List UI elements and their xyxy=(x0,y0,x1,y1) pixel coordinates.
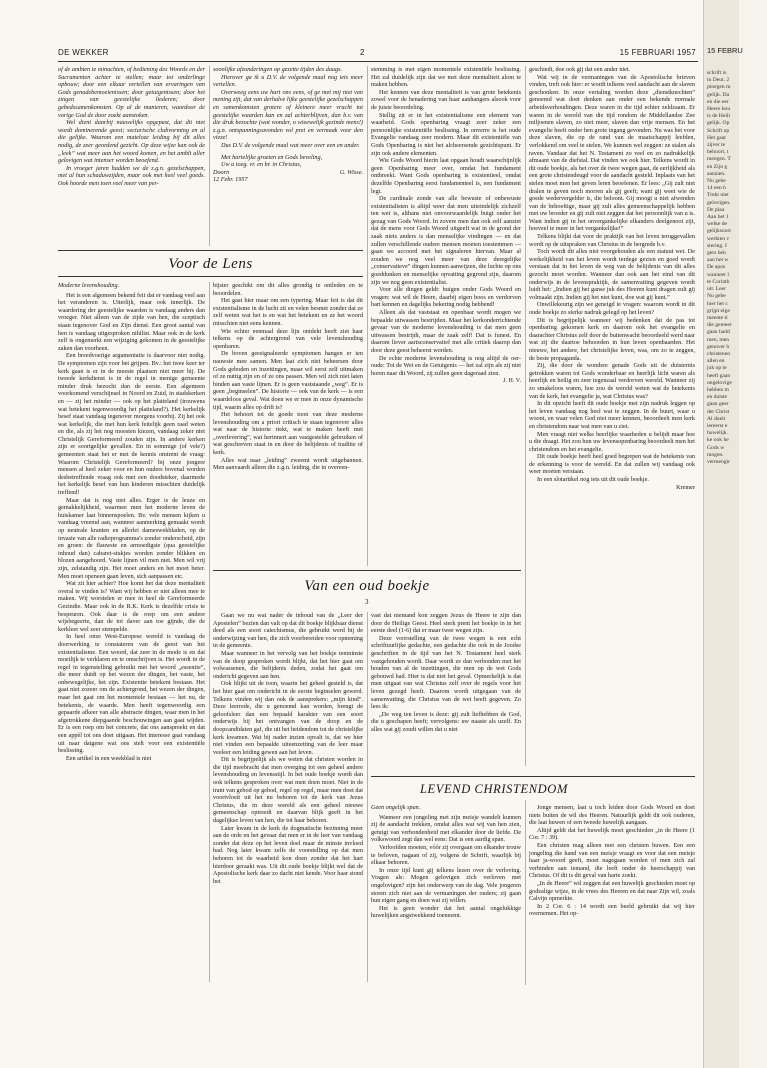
adjacent-page-line: en duiste xyxy=(707,394,728,401)
adjacent-page-line: hebben m xyxy=(707,386,729,393)
adjacent-page-line: zijver te xyxy=(707,142,726,149)
christendom-column-1 xyxy=(371,804,521,984)
article-paragraph: Voor alle dingen geldt: buigen onder Gods Woord en vragen: wat wil de Heere, daarbij eigen boos en verdorven hart kennen en dagelijks bekering nodig hebbend! xyxy=(371,286,521,309)
signature-date: 12 Febr. 1957 xyxy=(213,176,248,184)
adjacent-page-line: in Deut. 2 xyxy=(707,77,730,84)
page-number: 2 xyxy=(360,48,365,57)
christendom-column-2 xyxy=(529,804,695,984)
adjacent-page-line: ke ook he xyxy=(707,437,729,444)
article-paragraph: Wat zit hier achter? Hoe komt het dat deze mentaliteit overal te vinden is? Want wij hebben er niet alleen mee te maken. Wij worstelen er mee in heel de Gereformeerde Gezindte. Maar ook in de R.K. Kerk is dezelfde crisis te bespeuren. Ook daar is de roep om een andere wijsbegeerte, dan de tot daver aan toe gijnde, die de kerkleer wel zeer stempelde. xyxy=(58,580,205,633)
letter-paragraph: Hierover ga ik u D.V. de volgende maal nog iets meer vertellen. xyxy=(213,73,363,89)
article-paragraph: Een breedvoerige argumentatie is daarvoor niet nodig. De symptomen zijn voor het grijpen. Bv.: het twee keer ter kerk gaan is er in de meeste plaatsen niet meer bij. De tweede kerkdienst is in de regel in menige gemeente minder druk bezocht dan de eerste. Een algemeen voorkomend verschijnsel in Noord en Zuid, in stadskerken en — zij het minder — ook op het platteland (trouwens wat betekent tegenwoordig het platteland?). Het kerkelijk besef staat vandaag tegenover morgens voorbij. Zij het ook wat kerkelijk, die met hun kerk feitelijk geen raad weten en die, als zij het nog moesten kiezen, vandaag zeker niet Christelijk Gereformeerd zouden zijn. In andere kerken zijn er soortgelijke gevallen. En in sommige (of vele?) gemeenten staat het er met de kennis omtrent de vraag: Waarom Christelijk Gereformeerd? bij onze jongere mensen al heel zeker voor en hun ouders bovenal worden desbetreffende vraag ook met een doodsteker, daarmede het kerkelijk besef van hun kinderen misschien duidelijk treffend! xyxy=(58,352,205,497)
adjacent-page-line: en Zijn g xyxy=(707,163,728,170)
article-paragraph: geschiedt, doe ook gij dat een ander niet. xyxy=(529,66,631,73)
adjacent-page-line: ongelovige xyxy=(707,379,732,386)
column-rule xyxy=(367,612,368,982)
article-paragraph: stemming is met eigen momentele existentiële beslissing. Het zal duidelijk zijn dat we met deze mentaliteit alom te maken hebben. xyxy=(371,66,521,89)
adjacent-page-date: 15 FEBRU xyxy=(707,46,743,55)
adjacent-page-fragment xyxy=(703,0,743,1068)
article-paragraph: De boven geesignaleerde symptomen hangen er ten nauwste mee samen. Men laat zich niet beheersen door Gods geboden en inzettingen, maar wil eerst zelf uitmaken of ze nuttig zijn en of ze ons passen. Men wil zich niet laten binden aan vaste lijnen. Er is geen vaststaande „weg”. Er is geen „beginselen”. De historie — ook van de kerk — is een waardeloos geval. Wat doen we er mee in onze dynamische tijd, waarin alles op drift is? xyxy=(213,350,363,411)
paper-name: DE WEKKER xyxy=(58,48,109,57)
adjacent-page-line: heeft gaan xyxy=(707,372,731,379)
adjacent-page-line: De apos xyxy=(707,264,726,271)
adjacent-page-line: De plaa xyxy=(707,206,725,213)
adjacent-page-line: welke de xyxy=(707,221,728,228)
article-signature: Kremer xyxy=(676,483,695,491)
boekje-column-3 xyxy=(529,66,695,766)
adjacent-page-line: is de Heili xyxy=(707,113,730,120)
article-paragraph: Verloofden moeten, vóór zij overgaan om elkander trouw te beloven, nagaan of zij, volgens de Schrift, waarlijk bij elkaar behoren. xyxy=(371,843,521,867)
article-paragraph: Dit oude boekje heeft heel goed begrepen wat de betekenis van de erkenning is voor de wereld. En dat zullen wij vandaag ook weer moeten verstaan. xyxy=(529,453,695,476)
article-paragraph: „De weg ten leven is deze: gij zult liefhebben de God, die u geschapen heeft; vervolgens: uw naaste als uzelf. En alles wat gij zoudt willen dat u niet xyxy=(371,710,521,733)
adjacent-page-line: Gods w xyxy=(707,444,725,451)
adjacent-page-line: Nu gebe xyxy=(707,293,726,300)
article-paragraph: Zij, die door de wondere genade Gods uit de duisternis getrokken waren tot Gods wonderbaar en heerlijk licht waren als heerlijk en heilig en zeer tegenzaal verdorven wereld. Wanneer zij zo smakeloos waren, hoe zou de wereld weten wat de betekenis van de kerk, het evangelie ja, wat Christus was? xyxy=(529,362,695,400)
article-paragraph: bijster geschikt om dit alles grondig te ontleden en te beoordelen. xyxy=(213,282,363,297)
section-number: 3 xyxy=(365,598,369,606)
signature-place: Doorn xyxy=(213,168,230,176)
article-paragraph: Telkens blijkt dat voor de praktijk van het leven teruggevallen wordt op de uitspraken van Christus in de bergrede b.v. xyxy=(529,233,695,248)
article-paragraph: vast dat niemand kon zeggen Jezus de Heere te zijn dan door de Heilige Geest. Heel sterk prent het boekje in in het eerste deel (1-6) dat er maar twee wegen zijn. xyxy=(371,612,521,635)
adjacent-page-line: werkten v xyxy=(707,235,730,242)
article-paragraph: Later kwam in de kerk de dogmatische bezinning meer aan de orde en het gevaar dat men er in de leer van vandaag zonder dat deze op het leven doel maar de minste invloed had. Nog later kwam zelfs de voorstelling op dat men behoren tot de waarheid kon doen zonder dat het hart hierdoor geraakt was. Uit dit oude boekje blijkt wel dat de Apostolische kerk daar zo dacht niet kende. Voor haar stond het xyxy=(213,824,363,885)
article-paragraph: Dit is begrijpelijk wanneer wij bedenken dat de pas tot openbaring gekomen kerk en daarom ook het evangelie en daarachter Christus zelf door de buitenwacht beoordeeld werd naar wat zij die daartoe behoorden in hun leven openbaarden. Het nieuwe, het andere, het christelijke leven, was, om zo te zeggen, de beste propaganda. xyxy=(529,316,695,362)
article-paragraph: Wie echter eenmaal deze lijn ontdekt heeft ziet haar telkens op de achtergrond van vele levenshouding openbaren. xyxy=(213,327,363,350)
adjacent-page-line: gelijk. Da xyxy=(707,91,730,98)
section-rule-top xyxy=(58,250,363,251)
section-rule-top xyxy=(213,570,521,571)
article-paragraph: Gaan we nu wat nader de inhoud van de „Leer der Apostelen” bezien dan valt op dat dit boekje blijkbaar dienst deed als een soort catechismus, die gebruikt werd bij de onderwijzing van hen, die zich voorbereiden voor opneming in de gemeente. xyxy=(213,612,363,650)
letter-paragraph: Uw u toeg. vr. en br. in Christus, xyxy=(221,161,302,169)
adjacent-page-line: gaan geer xyxy=(707,401,729,408)
adjacent-page-line: mengen. T xyxy=(707,156,731,163)
article-paragraph: „In de Heere” wil zeggen dat een huwelijk geschieden moet op godzalige wijze, in de vrees des Heeren en dat naar Zijn wil, zoals Calvijn opmerkte. xyxy=(529,879,695,903)
adjacent-page-line: Heere hou xyxy=(707,106,731,113)
adjacent-page-line: die gemeer xyxy=(707,322,732,329)
article-paragraph: Toch wordt dit alles niet voorgehouden als een statuut wet. De werkelijkheid van het leven wordt terdege gezien en goed wordt verstaan dat in het leven de weg van de belijdenis van dit alles gezocht moet worden. Wanneer dan ook aan het eind van dit onderwijs in de levenspraktijk, de samenvatting gegeven wordt luidt het: „Indien gij het ganse juk des Heeren kunt dragen zult gij volmaakt zijn. Indien gij het niet kunt, doe wat gij kunt.” xyxy=(529,248,695,301)
article-paragraph: Maar wanneer in het vervolg van het boekje temninste van de doop gesproken wordt blijkt, dat het hier gaat om volwassenen, die belijdenis deden, zodat het gaat om ondericht gegeven aan hen. xyxy=(213,649,363,680)
article-paragraph: Alleen als dat vaststaat en openbaar wordt mogen we bepaalde uitwassen bestrijden. Maar het kerkonderrichtende gevaar van de moderne levenshouding is dat men geen uitwassen bestrijdt, maar de zaak zelf! Dat is funest. En daarom liever aartsconservatief met alle critiek daarop dan door deze geest beheerst worden. xyxy=(371,309,521,354)
article-paragraph: In 2 Cor. 6 : 14 wordt een beeld gebruikt dat wij hier overnemen. Het op- xyxy=(529,902,695,918)
article-paragraph: Het is een algemeen bekend feit dat er vandaag veel aan het veranderen is. Uiterlijk, maar ook innerlijk. De waardering der geestelijke waarden is vandaag anders dan vroeger. Niet alleen van de zijde van hen, die sceptisch staan tegenover God en Zijn dienst. Een groot aantal van hen is vandaag uitgesproken nihilist. Maar ook in de kerk zelf is ongemerkt een wijziging gekomen in de geestelijke zaken dan voorheen. xyxy=(58,291,205,352)
letter-paragraph: Overweeg eens uw hart ons eens, of ge met mij niet van mening zijt, dat van derhalve lijke geestelijke gezelschappen en samenkomsten grotere of kleinere meer vrucht tot geestelijke waarden kan en zal achterblijven, dan b.v. van die druk bezochte (wat wonder, o wieewelijk gezinde mens!) z.g.n. ontspanningsavonden vol pret en vermaak voor den vieze! xyxy=(213,88,363,142)
column-rule xyxy=(525,66,526,766)
adjacent-page-line: men, men xyxy=(707,336,730,343)
article-paragraph: De cardinale zonde van alle bewuste of onbewuste existentialisten is altijd weer dat men uiteindelijk zichzelf ten wet is, althans niet onvoorwaardelijk buigt onder het gezag van Gods Woord. In zovere men dan ook zelf aanziet dat de mens voor Gods Woord uitgeeft wat in de grond der zaak niets anders is dan menselijke vindingen — en dat zullen verschillende oudere mensen moeten toestemmen — gaan we accoord met het signaleren hiervan. Maar al zouden we nog veel meer van deze deregelijke „conservatieve” dingen kunnen aanwijzen, die luchte op ons goeddunken en menselijke opvatting gegrond zijn, daarom zijn we nog geen existentialist. xyxy=(371,195,521,286)
article-paragraph: Het kennen van deze mentaliteit is van grote betekenis zowel voor de benadering van haar aanhangers alsook voor de juiste beoordeling. xyxy=(371,88,521,111)
boekje-column-1 xyxy=(213,612,363,982)
article-paragraph: Deze voorstelling van de twee wegen is een echt schriftuurlijke gedachte, een gedachte die ook in de Joodse geschriften in de tijd van het N. Testament heel sterk vastgehouden wordt. Daar wordt ze dan verbonden met het houden van al de inzettingen, die men op de wet Gods gebouwd had. Hier is dat niet het geval. Opmerkelijk is dat men uitgaat van wat Christus zelf over de regels voor het leven gezegd heeft. Daarom wordt uitgegaan van de samenvatting, die Christus van de wet heeft gegeven. Zo lees ik: xyxy=(371,634,521,711)
article-paragraph: Een christen mag alleen met een christen huwen. Een een jongeling die hand van een meisje vraagt en voor dat een meisje haar ja-woord geeft, moet nagegaan worden of men zich zal verbinden aan iemand, die leeft onder de heerschappij van Christus. Of dit is dit geval van harte zoekt. xyxy=(529,841,695,880)
column-rule xyxy=(525,800,526,985)
adjacent-page-line: Nu gebe xyxy=(707,178,726,185)
adjacent-page-line: mogen. xyxy=(707,451,724,458)
article-paragraph: Maar dat is nog niet alles. Erger is de leuze en gemakkelijkheid, waarmee men het moderne leven de huiskamer laat binnenspoelen. Bv. vele mensen kijken u vandaag vreemd aan, wanneer aanmerking gemaakt wordt op neutrale kranten en allerlei dameswekbladen, op de invasie van alle radioprogramma's zonder onderscheid, zijn en groen: de flauwste en armoedigste (qua geestelijke inhoud dan) cabaret-stukjes worden zonder blikken en blozen aangehoord. Vaste lijnen vil men niet. Men wil vrij zijn, zelstandig zijn. Het moet anders en het moet beter. Men moet openeen gaan leven, sich aanpassen etc. xyxy=(58,496,205,580)
letter-paragraph: Wel dient daarbij nauwelijks opgepast, dat dit niet wordt dominerende geest; sectarische clubvorming en al die gelijke. Waarom een mateloze leiding bij dit alles nodig, de zeer geordend gezicht. Op deze wijze kan ook de „leek” wat meer aan het woord komen, en het amblt aller gelovigen wat intenser worden beoefend. xyxy=(58,119,205,165)
section-rule-bottom xyxy=(58,276,363,277)
adjacent-page-line: gelovigen. xyxy=(707,199,731,206)
article-paragraph: Jonge mensen, laat u toch leiden door Gods Woord en doet niets buiten de wil des Heeren. Natuurlijk geldt dit ook ouderen, die laat huwen of een tweede huwelijk aangaan. xyxy=(529,804,695,827)
letter-paragraph: Met hartelijke groeten en Gods beveling, xyxy=(221,153,323,161)
letter-column-1 xyxy=(58,66,205,256)
adjacent-page-line: allen en xyxy=(707,358,725,365)
article-paragraph: Wanneer een jongeling met zijn meisje wandelt kunnen zij de aandacht trekken, omdat alles wat wij van hen zien, getuigt van verbondenheid met elkander door de liefde. De volkswoord zegt dan wel eens: Dat is een aardig span. xyxy=(371,813,521,844)
section-title-christendom: LEVEND CHRISTENDOM xyxy=(420,782,568,796)
article-signature: J. H. V. xyxy=(502,377,521,385)
letter-paragraph: In vroeger jaren hadden we de z.g.n. gezelschappen, met al hun schaduwzijden, maar ook met heel veel goeds. Ook hoorde men toen veel meer van per- xyxy=(58,164,205,187)
adjacent-page-line: te Corinth xyxy=(707,278,730,285)
voor-de-lens-column-1 xyxy=(58,282,205,972)
section-subtitle: Geen ongelijk span. xyxy=(371,804,421,811)
adjacent-page-line: der Christ xyxy=(707,408,730,415)
adjacent-page-line: Schrift op xyxy=(707,127,730,134)
adjacent-page-line: aanzien. xyxy=(707,170,726,177)
signature-name: G. Wisse. xyxy=(339,168,363,176)
article-paragraph: Het behoort tot de goede toon van deze moderne levenshouding om a priori critisch te staan tegenover alles wat naar de historie riekt, wat te maken heeft met „overlevering”, wat herinnert aan vastgestelde gebruiken of wat geschreven staat in en door de belijdenis of traditie of kerk. xyxy=(213,411,363,457)
adjacent-page-line: gaan hadd xyxy=(707,329,730,336)
voor-de-lens-column-2 xyxy=(213,282,363,472)
letter-paragraph: Dus D.V. de volgende maal wat meer over een en ander. xyxy=(221,141,360,149)
letter-paragraph: of de ambten te minachten, of bediening des Woords en der Sacramenten achter te stellen; maar tot onderlinge opbouw; door een elkaar vertellen van ervaringen van Gods genadebemoeienissen; door getuigenissen; door het zingen van geestelijke liederen; door gebedssamenkomsten. Op al de manieren, waardoor de vorige God de door zoekt aanstoken. xyxy=(58,66,205,119)
adjacent-page-line: Aan het 1 xyxy=(707,214,729,221)
section-title-voor-de-lens: Voor de Lens xyxy=(168,256,253,272)
article-paragraph: Wat wij in de vermaningen van de Apostolische brieven vinden, treft ook hier: er wordt telkens veel aandacht aan de slaven geschonken. In onze vertaling worden deze „dienstknechten” genoemd wat doet denken aan onder een bekende normale arbeidsverhoudingen. Deze waren in die tijd echter zeldzaam. Er waren in de wereld van die tijd rondom de Middellandse Zee miljoenen slaven, zo niet meer, slaven dan vrije mensen. En het evangelie heeft onder hen grote ingang gevonden. Nu was het voor deze slaven, die op de rand van de maatschappij leefden, verlokkend om veel te stelen. We kunnen wel zeggen: ze stalen als raven. Vandaar dat het N. Testament zo veel en zo nadrukkelijk afmaant van de diefstal. Dat vinden we ook hier. Telkens wordt in dit oude boekje, als het over de twee wegen gaat, de eerlijkheid als een grote christendeugd voor de aandacht gesteld. Inplaats van het stelen moet men het geven leren beoefenen. Er lees: „Gij zult niet dralen te geven noch morren als gij geeft; want gij weet wie de goede wedervergelder is, die beloont. Gij moogt u niet afwenden van de behoeftige, maar gij zult alles gemeenschappelijk hebben met uw broeder en gij zult niet zeggen dat het persoonlijk van u is. Want indien gij in het onvergankelijke elkanders deelgenoot zijt, hoeveel te meer in het vergankelijke!” xyxy=(529,73,695,233)
adjacent-page-text xyxy=(707,70,767,466)
article-paragraph: Een artikel in een weekblad is niet xyxy=(66,754,152,762)
article-paragraph: Wie Gods Woord hierin laat opgaan houdt waarschijnlijk geen Openbaring meer over, omdat het fundament ontbreekt. Want Gods openbaring is existentieel, omdat dezelfde Openbaring eerst fundamenteel is, een fundament legt. xyxy=(371,157,521,195)
adjacent-page-line: meente ti xyxy=(707,314,728,321)
adjacent-page-line: uit. Leer xyxy=(707,286,726,293)
adjacent-page-line: iereerst e xyxy=(707,422,728,429)
letter-signature xyxy=(213,169,363,177)
article-paragraph: In heel onze West-Europese wereld is vandaag de doorwerking te constateren van de geest van het existentialisme. Een woord, dat zeer in de mode is en dat moeilijk te verklaren en te omschrijven is. Het wordt in de regel in tegenstelling gebruikt met het woord „essentie”, die meer duidt op het wezen der dingen, het vaste, het onbewegelijke, het zijn. Existentie betekent bestaan. Het gaat niet zozeer om de achtergrond, het wezen der dingen, maar het gaat om het momentele bestaan — het nu, de betekenis, de waarde. Men heeft tegenwoordig een gepaarde afkeer van alle abstracte dingen, waar men in het afgetrokkene diepgaande beschouwingen aan gaat wijden. Er is een roep om het concrete, dat ons aanspreekt en dat een appèl tot ons doet uitgaan. Het interesse gaat vandaag uit naar datgene wat ons stelt voor een existentiële beslissing. xyxy=(58,633,205,755)
article-paragraph: Het gaat hier maar om een typering. Maar feit is dat dit existentialisme in de lucht zit en velen besmet zonder dat ze zelf weten wat het is en wat het betekent en ze het woord misschien niet eens kennen. xyxy=(213,297,363,327)
adjacent-page-line: vermengir xyxy=(707,458,730,465)
boekje-column-2 xyxy=(371,612,521,782)
article-paragraph: Altijd geldt dat het huwelijk moet geschieden „in de Heere (1 Cor. 7 : 39). xyxy=(529,826,695,842)
adjacent-page-line: stering. I xyxy=(707,242,727,249)
adjacent-page-line: hier het c xyxy=(707,300,728,307)
adjacent-page-line: behoort, t xyxy=(707,149,729,156)
column-rule xyxy=(367,66,368,566)
adjacent-page-line: grijpt eige xyxy=(707,307,730,314)
article-paragraph: Alles wat naar „leiding” zweemt wordt uitgebannen. Men aanvaardt alleen die z.g.n. leiding, die in overeen- xyxy=(213,456,363,472)
adjacent-page-line: schrift is xyxy=(707,70,727,76)
adjacent-page-line: aan het w xyxy=(707,257,729,264)
adjacent-page-line: gelijk. Op xyxy=(707,120,730,127)
article-paragraph: Onwillekeurig zijn we geneigd te vragen: waarom wordt in dit oude boekje zo sterke nadruk gelegd op het leven? xyxy=(529,301,695,316)
adjacent-page-line: gelijksoort xyxy=(707,228,731,235)
article-paragraph: In een slotartikel nog iets uit dit oude boekje. xyxy=(537,476,649,484)
column-rule xyxy=(209,282,210,982)
article-paragraph: In dit opzicht heeft dit oude boekje met zijn nadruk leggen op het leven vandaag nog heel wat te zeggen. In de buurt, waar u woont, en waar velen God niet meer kennen, beoordeelt men kerk en christendom naar wat men van u ziet. xyxy=(529,400,695,430)
adjacent-page-line: Het gaat xyxy=(707,134,726,141)
adjacent-page-line: gers beh xyxy=(707,250,726,257)
issue-date: 15 FEBRUARI 1957 xyxy=(619,48,696,57)
adjacent-page-line: genover h xyxy=(707,343,730,350)
section-subtitle: Moderne levenshouding. xyxy=(58,282,120,289)
adjacent-page-line: christenen xyxy=(707,350,730,357)
article-paragraph: Dit is begrijpelijk als we weten dat christen worden in die tijd meebracht dat men overging tot een geheel andere levenshouding en levensstijl. In het oude boekje wordt dan ook telkens gesproken over wat men doen moet. Niet in de trant van gebod op gebod, regel op regel, maar men doet dat voortvloeit uit het nu behoren tot de kerk van Jezus Christus, die in deze wereld als een geheel nieuwe gemeenschap optreedt en daarvan blijk geeft in het dagelijkse leven van hen, die tot haar behoren. xyxy=(213,756,363,825)
masthead xyxy=(58,46,698,60)
adjacent-page-line: Trekt niet xyxy=(707,192,729,199)
article-paragraph: Stellig zit er in het existentialisme een element van waarheid. Gods openbaring vraagt zeer zeker een persoonlijke existentiële beslissing. In onverre is het oude Evangelie vandaag zeer modern. Maar dit existentiële van Gods Openbaring is niet het alcheersende gezichtspunt. Er zijn ook andere elementen. xyxy=(371,111,521,157)
column-rule xyxy=(209,66,210,246)
letter-paragraph: soonlijke afzonderingen op gezette tijden des daags. xyxy=(213,66,343,73)
letter-column-2 xyxy=(213,66,363,256)
article-paragraph: Men vraagt niet welke heerlijke waarheden u belijdt maar hoe u die draagt. Het zou hun uw levensopenbaring beoordeelt men het christendom en het evangelie. xyxy=(529,430,695,453)
masthead-rule xyxy=(58,61,698,62)
article-paragraph: Het is geen wonder dat het aantal ongelukkige huwelijken angstwekkend toeneemt. xyxy=(371,904,521,920)
section-rule-top xyxy=(371,776,695,777)
adjacent-page-line: wanneer l xyxy=(707,271,729,278)
adjacent-page-line: ploegen m xyxy=(707,84,731,91)
adjacent-page-line: 14 een b xyxy=(707,185,726,192)
section-title-boekje: Van een oud boekje xyxy=(304,578,430,594)
voor-de-lens-column-3 xyxy=(371,66,521,566)
adjacent-page-line: juk op te xyxy=(707,365,727,372)
adjacent-page-line: en die eer xyxy=(707,98,729,105)
adjacent-page-line: huwelijk. xyxy=(707,430,728,437)
article-paragraph: De echte moderne levenshouding is nog altijd de oer-oude: Tot de Wet en de Getuigenis — het zal zijn als zij niet horen naar dit Woord, zij zullen geen dageraad zien. xyxy=(371,354,521,377)
article-paragraph: In onze tijd kunt gij telkens lezen over de verloving. Vragen als: Mogen gelovigen zich verloven met ongelovigen? zijn het onderwerp van de dag. Vele jongeren storen zich niet aan de vermaningen der ouders; zij gaan hun eigen gang en doen wat zij willen. xyxy=(371,866,521,905)
adjacent-page-line: Al doelt xyxy=(707,415,726,422)
article-paragraph: Ook blijkt uit de toon, waarin het geheel gesteld is, dat het hier gaat om ondericht in de eerste beginselen gewerd. Telkens vinden wij dan ook de aansprekers: „mijn kind”. Deze leerrede, die u genoemd kan worden, brengt de geloofsleer dan een bepaald karakter van een soort onderwijs bij het ontvangen van de doop en de doopcandidaten gaf, die uit het heidendom tot de christelijke kerk kwamen. Wat bij nader inzien opvalt is, dat we hier niet vinden een bepaalde uiteenzetting van de leer maar veeleer een leiding gewen aan het leven. xyxy=(213,680,364,756)
